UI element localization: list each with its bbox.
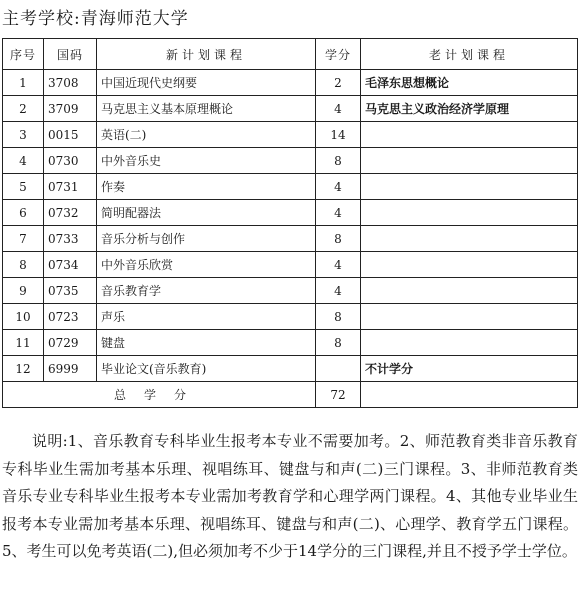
cell-old-course: 马克思主义政治经济学原理 bbox=[361, 96, 578, 122]
cell-code: 0729 bbox=[44, 330, 97, 356]
table-row bbox=[3, 330, 578, 356]
total-row bbox=[3, 382, 578, 408]
table-row bbox=[3, 70, 578, 96]
cell-no: 8 bbox=[3, 252, 44, 278]
cell-new-course: 键盘 bbox=[97, 330, 316, 356]
cell-new-course: 作奏 bbox=[97, 174, 316, 200]
cell-code: 0735 bbox=[44, 278, 97, 304]
table-row bbox=[3, 356, 578, 382]
cell-credit: 14 bbox=[316, 122, 361, 148]
notes-paragraph: 说明:1、音乐教育专科毕业生报考本专业不需要加考。2、师范教育类非音乐教育专科毕业生需加考基本乐理、视唱练耳、键盘与和声(二)三门课程。3、非师范教育类音乐专业专科毕业生报考本专业需加考教育学和心理学两门课程。4、其他专业毕业生报考本专业需加考基本乐理、视唱练耳、键盘与和声(二)、心理学、教育学五门课程。5、考生可以免考英语(二),但必须加考不少于14学分的三门课程,并且不授予学士学位。 bbox=[2, 432, 578, 560]
cell-code: 0734 bbox=[44, 252, 97, 278]
cell-no: 3 bbox=[3, 122, 44, 148]
cell-no: 9 bbox=[3, 278, 44, 304]
header-no: 序号 bbox=[3, 39, 44, 70]
cell-old-course: 毛泽东思想概论 bbox=[361, 70, 578, 96]
cell-credit: 4 bbox=[316, 174, 361, 200]
cell-no: 5 bbox=[3, 174, 44, 200]
cell-new-course: 中国近现代史纲要 bbox=[97, 70, 316, 96]
cell-no: 2 bbox=[3, 96, 44, 122]
table-row bbox=[3, 96, 578, 122]
cell-new-course: 马克思主义基本原理概论 bbox=[97, 96, 316, 122]
table-header-row bbox=[3, 39, 578, 70]
cell-new-course: 中外音乐史 bbox=[97, 148, 316, 174]
table-row bbox=[3, 174, 578, 200]
cell-credit: 8 bbox=[316, 330, 361, 356]
cell-no: 10 bbox=[3, 304, 44, 330]
total-value: 72 bbox=[316, 382, 361, 408]
cell-credit: 4 bbox=[316, 96, 361, 122]
cell-no: 6 bbox=[3, 200, 44, 226]
cell-new-course: 音乐分析与创作 bbox=[97, 226, 316, 252]
table-row bbox=[3, 304, 578, 330]
cell-no: 12 bbox=[3, 356, 44, 382]
total-old-cell bbox=[361, 382, 578, 408]
total-label: 总学分 bbox=[3, 382, 316, 408]
cell-new-course: 毕业论文(音乐教育) bbox=[97, 356, 316, 382]
table-row bbox=[3, 148, 578, 174]
cell-code: 0015 bbox=[44, 122, 97, 148]
cell-old-course bbox=[361, 304, 578, 330]
cell-code: 0732 bbox=[44, 200, 97, 226]
table-row bbox=[3, 278, 578, 304]
cell-no: 11 bbox=[3, 330, 44, 356]
cell-code: 0731 bbox=[44, 174, 97, 200]
cell-new-course: 音乐教育学 bbox=[97, 278, 316, 304]
cell-credit bbox=[316, 356, 361, 382]
table-row bbox=[3, 200, 578, 226]
cell-credit: 8 bbox=[316, 304, 361, 330]
table-body bbox=[3, 70, 578, 382]
header-old-course: 老计划课程 bbox=[361, 39, 578, 70]
cell-new-course: 英语(二) bbox=[97, 122, 316, 148]
cell-old-course bbox=[361, 200, 578, 226]
cell-new-course: 简明配器法 bbox=[97, 200, 316, 226]
cell-old-course bbox=[361, 226, 578, 252]
cell-credit: 8 bbox=[316, 226, 361, 252]
cell-new-course: 中外音乐欣赏 bbox=[97, 252, 316, 278]
cell-code: 0733 bbox=[44, 226, 97, 252]
cell-code: 0723 bbox=[44, 304, 97, 330]
course-table bbox=[2, 38, 578, 408]
cell-old-course bbox=[361, 122, 578, 148]
cell-no: 1 bbox=[3, 70, 44, 96]
cell-old-course bbox=[361, 278, 578, 304]
cell-credit: 4 bbox=[316, 252, 361, 278]
cell-old-course bbox=[361, 330, 578, 356]
cell-new-course: 声乐 bbox=[97, 304, 316, 330]
cell-code: 3708 bbox=[44, 70, 97, 96]
cell-code: 0730 bbox=[44, 148, 97, 174]
page-title: 主考学校:青海师范大学 bbox=[2, 9, 189, 29]
header-code: 国码 bbox=[44, 39, 97, 70]
cell-code: 3709 bbox=[44, 96, 97, 122]
cell-old-course bbox=[361, 252, 578, 278]
cell-old-course: 不计学分 bbox=[361, 356, 578, 382]
table-row bbox=[3, 252, 578, 278]
cell-no: 4 bbox=[3, 148, 44, 174]
cell-old-course bbox=[361, 148, 578, 174]
cell-credit: 2 bbox=[316, 70, 361, 96]
cell-code: 6999 bbox=[44, 356, 97, 382]
cell-credit: 8 bbox=[316, 148, 361, 174]
cell-old-course bbox=[361, 174, 578, 200]
cell-credit: 4 bbox=[316, 200, 361, 226]
cell-no: 7 bbox=[3, 226, 44, 252]
header-new-course: 新计划课程 bbox=[97, 39, 316, 70]
header-credit: 学分 bbox=[316, 39, 361, 70]
table-row bbox=[3, 122, 578, 148]
table-row bbox=[3, 226, 578, 252]
cell-credit: 4 bbox=[316, 278, 361, 304]
